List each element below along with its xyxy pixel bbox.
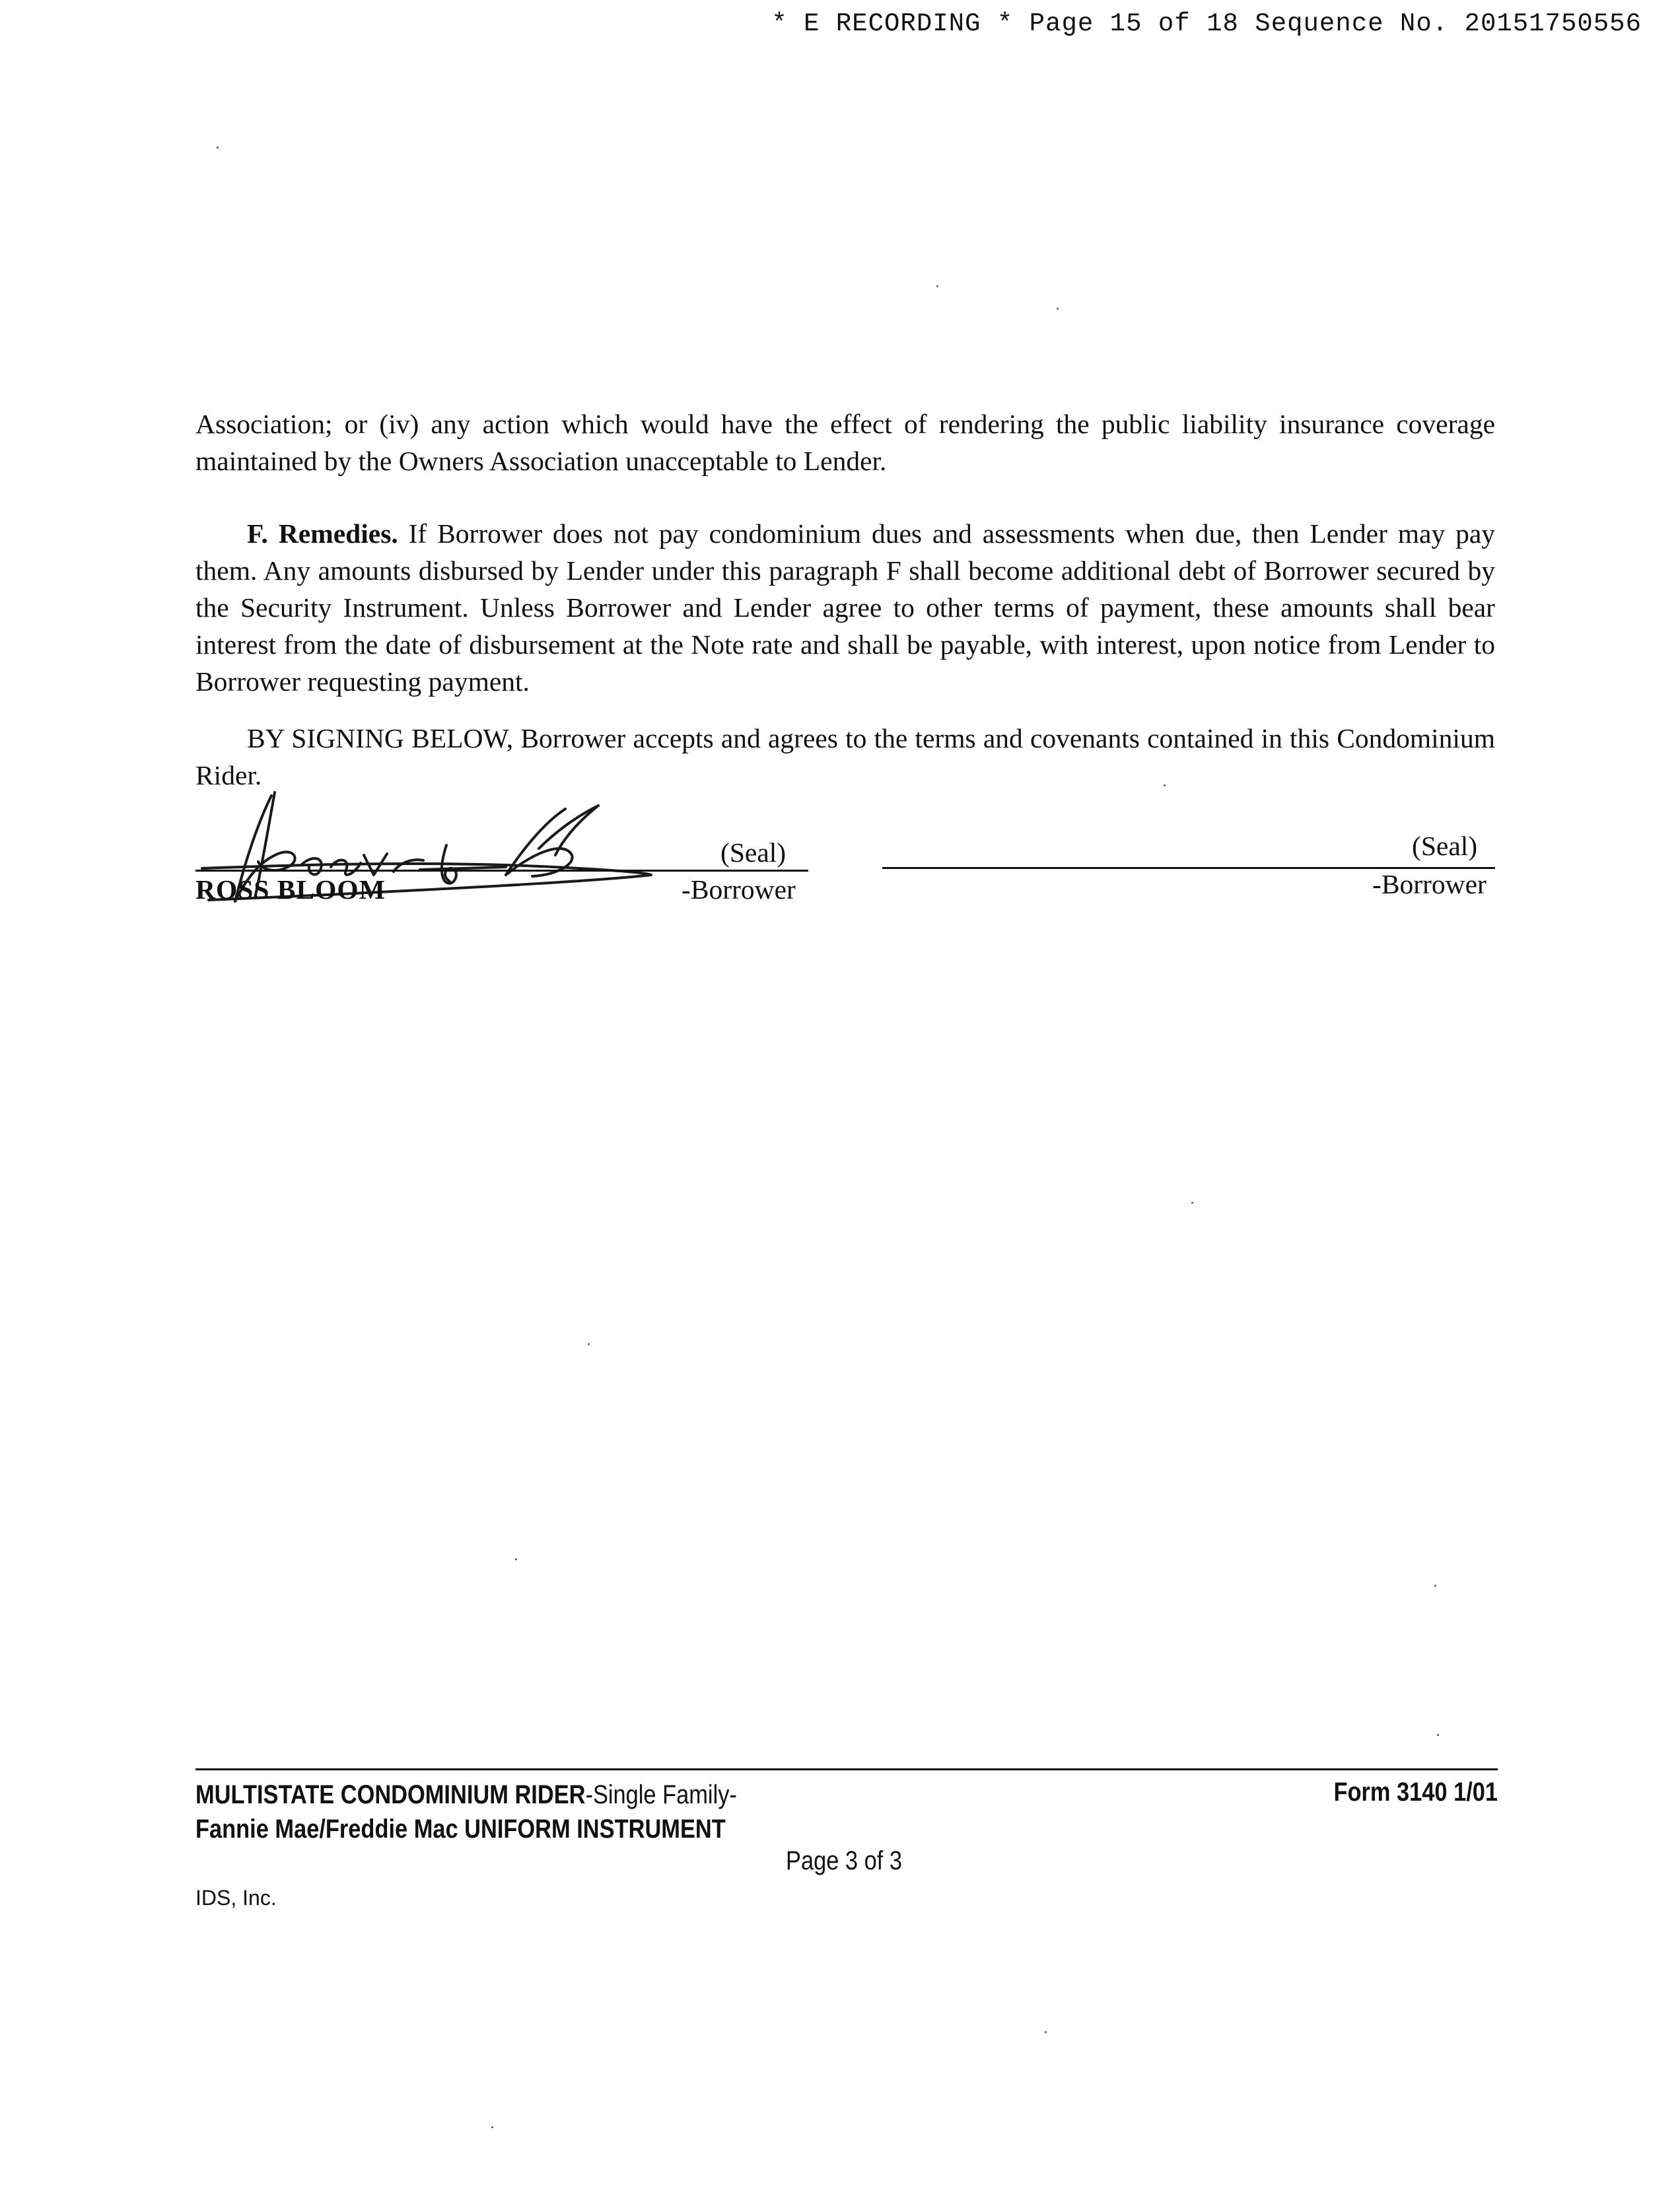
- borrower-1-signature-block: [195, 782, 810, 915]
- remedies-text: If Borrower does not pay condominium dues and assessments when due, then Lender may pay them. Any amounts disbursed by Lender under this paragraph F shall become additional debt of Borrower secured by the Security Instrument. Unless Borrower and Lender agree to other terms of payment, these amounts shall bear interest from the date of disbursement at the Note rate and shall be payable, with interest, upon notice from Lender to Borrower requesting payment.: [195, 518, 1495, 697]
- scan-speck: [588, 1343, 590, 1345]
- scan-speck: [217, 147, 219, 149]
- remedies-paragraph-body: [195, 515, 1495, 700]
- remedies-heading: F. Remedies.: [247, 518, 398, 549]
- borrower-1-seal-label: (Seal): [720, 837, 787, 868]
- page-number: Page 3 of 3: [786, 1846, 902, 1875]
- borrower-2-seal-label: (Seal): [1412, 831, 1478, 861]
- footer-divider: [195, 1768, 1498, 1770]
- scan-speck: [1437, 1734, 1439, 1736]
- form-title: [195, 1778, 737, 1846]
- scan-speck: [1164, 784, 1166, 786]
- recording-stamp: * E RECORDING * Page 15 of 18 Sequence No. 20151750556: [771, 9, 1642, 38]
- borrower-1-signature-line: [195, 870, 808, 872]
- scan-speck: [936, 285, 938, 287]
- borrower-2-signature-block: [882, 782, 1498, 915]
- form-title-bold: MULTISTATE CONDOMINIUM RIDER: [195, 1780, 586, 1809]
- signing-paragraph-text: BY SIGNING BELOW, Borrower accepts and agrees to the terms and covenants contained in this Condominium Rider.: [195, 723, 1495, 790]
- scan-speck: [1191, 1202, 1193, 1204]
- scan-speck: [1057, 308, 1059, 310]
- form-title-suffix: -Single Family-: [585, 1780, 737, 1809]
- borrower-1-role-label: -Borrower: [682, 874, 796, 905]
- continued-paragraph-text: Association; or (iv) any action which would have the effect of rendering the public liability insurance coverage maintained by the Owners Association unacceptable to Lender.: [195, 409, 1495, 476]
- scan-speck: [1045, 2031, 1047, 2033]
- scan-speck: [515, 1558, 517, 1560]
- form-title-line-2: Fannie Mae/Freddie Mac UNIFORM INSTRUMENT: [195, 1815, 726, 1844]
- form-number: Form 3140 1/01: [1333, 1778, 1498, 1807]
- vendor-label: IDS, Inc.: [195, 1886, 277, 1910]
- borrower-2-role-label: -Borrower: [1372, 869, 1487, 899]
- scan-speck: [491, 2126, 493, 2128]
- scan-speck: [1434, 1585, 1436, 1587]
- form-title-line-1: [195, 1778, 737, 1812]
- borrower-1-printed-name: ROSS BLOOM: [195, 874, 386, 905]
- remedies-paragraph: [195, 515, 1495, 700]
- continued-paragraph: [195, 405, 1495, 479]
